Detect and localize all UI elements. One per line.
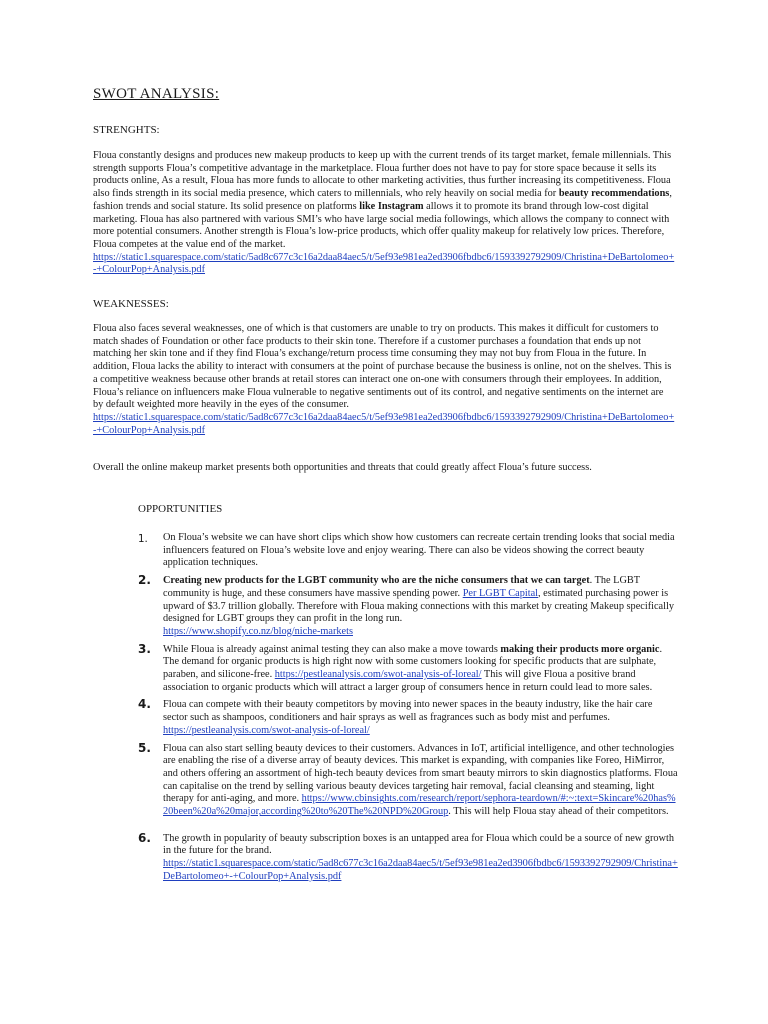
weaknesses-paragraph <box>93 323 675 437</box>
strengths-text: allows it to promote its brand through low-cost digital marketing. Floua has also partnered with various SMI’s who have large social media followings, which allows the company to connect with more potential consumers. Another strength is Floua’s low-price products, which offer quality makeup for relatively low prices. Therefore, Floua competes at the value end of the market. <box>93 200 670 250</box>
strengths-heading: STRENGHTS: <box>93 124 160 136</box>
item-text: . The demand for organic products is high right now with some customers looking for specific products that are sulphate, paraben, and silicone-free. <box>163 643 663 681</box>
lgbt-capital-link[interactable]: Per LGBT Capital <box>462 587 539 599</box>
opportunities-list <box>138 532 678 889</box>
item-bold-text: Creating new products for the LGBT community who are the niche consumers that we can target <box>163 575 590 587</box>
pestle-link[interactable]: https://pestleanalysis.com/swot-analysis-of-loreal/ <box>274 669 482 681</box>
list-item <box>138 575 678 639</box>
pestle-link[interactable]: https://pestleanalysis.com/swot-analysis-of-loreal/ <box>163 724 370 736</box>
cbinsights-link[interactable]: https://www.cbinsights.com/research/report/sephora-teardown/#:~:text=Skincare%20has%20been%20a%20major,according%20to%20The%20NPD%20Group <box>163 793 676 818</box>
item-text: Floua can also start selling beauty devices to their customers. Advances in IoT, artificial intelligence, and other technologies are enabling the rise of a diverse array of beauty devices. This market is expanding, with companies like Foreo, HiMirror, and others offering an assortment of high-tech beauty devices from smart beauty mirrors to skin diagnostics platforms. Floua can capitalise on the trend by selling various beauty devices targeting hair removal, facial cleansing and steaming, light therapy for anti-aging, and more. <box>163 742 678 805</box>
strengths-paragraph <box>93 150 675 277</box>
squarespace-link[interactable]: https://static1.squarespace.com/static/5ad8c677c3c16a2daa84aec5/t/5ef93e981ea2ed3906fbdbc6/1593392792909/Christina+DeBartolomeo+-+ColourPop+Analysis.pdf <box>163 858 678 882</box>
strengths-bold-instagram: like Instagram <box>359 200 424 212</box>
item-number: 3. <box>138 641 151 656</box>
list-item <box>138 830 678 884</box>
weaknesses-source-link[interactable]: https://static1.squarespace.com/static/5ad8c677c3c16a2daa84aec5/t/5ef93e981ea2ed3906fbdbc6/1593392792909/Christina+DeBartolomeo+-+ColourPop+Analysis.pdf <box>93 411 675 436</box>
item-text: The growth in popularity of beauty subscription boxes is an untapped area for Floua which could be a source of new growth in the future for the brand. <box>163 832 674 857</box>
list-item <box>138 532 678 570</box>
item-text: This will give Floua a positive brand association to organic products which will attract a larger group of consumers hence in return could lead to more sales. <box>163 669 653 693</box>
item-text: Floua can compete with their beauty competitors by moving into newer spaces in the beauty industry, like the hair care sector such as shampoos, conditioners and hair sprays as well as fragrances such as body mist and perfumes. <box>163 699 653 724</box>
strengths-text: Floua constantly designs and produces new makeup products to keep up with the current trends of its target market, female millennials. This strength supports Floua’s competitive advantage in the marketplace. Floua further does not have to pay for store space because it sells its products online, As a result, Floua has more funds to allocate to other marketing activities, thus further increasing its competitiveness. Floua also finds strength in its social media presence, which caters to millennials, who rely heavily on social media for <box>93 150 672 200</box>
item-text: . This will help Floua stay ahead of their competitors. <box>448 806 669 818</box>
item-number: 6. <box>138 830 151 845</box>
page-title: SWOT ANALYSIS: <box>93 86 220 102</box>
list-item <box>138 699 678 737</box>
item-bold-text: making their products more organic <box>500 643 660 655</box>
item-text: On Floua’s website we can have short clips which show how customers can recreate certain trending looks that social media influencers featured on Floua’s website love and enjoy wearing. There can also be videos showing the correct beauty application techniques. <box>163 532 675 569</box>
item-text: . The LGBT community is huge, and these consumers have massive spending power. <box>163 575 640 599</box>
strengths-text: , fashion trends and social stature. Its solid presence on platforms <box>93 188 672 212</box>
weaknesses-heading: WEAKNESSES: <box>93 298 169 310</box>
item-number: 5. <box>138 740 151 755</box>
weaknesses-text: Floua also faces several weaknesses, one of which is that customers are unable to try on products. This makes it difficult for customers to match shades of Foundation or other face products to their skin tone. Therefore if a customer purchases a foundation that ends up not matching her skin tone and if they find Floua’s exchange/return process time consuming they may not buy from Floua in the future. In addition, Floua lacks the ability to interact with consumers at the point of purchase because the business is online, not on the shelves. This is a competitive weakness because other brands at retail stores can interact one on-one with consumers through their employees. In addition, Floua’s reliance on influencers make Floua vulnerable to negative sentiments out of its control, and negative sentiments on the internet are by default weighted more heavily in the eyes of the consumer. <box>93 323 672 411</box>
opportunities-heading: OPPORTUNITIES <box>138 503 223 515</box>
list-item <box>138 641 678 695</box>
item-number: 2. <box>138 573 151 588</box>
item-number: 4. <box>138 697 151 712</box>
item-number: 1. <box>138 533 148 545</box>
overall-paragraph: Overall the online makeup market presents both opportunities and threats that could greatly affect Floua’s future success. <box>93 462 592 473</box>
list-item <box>138 740 678 819</box>
strengths-bold-beauty: beauty recommendations <box>558 188 670 200</box>
item-text: While Floua is already against animal testing they can also make a move towards <box>163 643 501 655</box>
item-text: , estimated purchasing power is upward of $3.7 trillion globally. Therefore with Floua making connections with this market by creating Makeup specifically designed for LGBT groups they can profit in the long run. <box>163 587 674 625</box>
strengths-source-link[interactable]: https://static1.squarespace.com/static/5ad8c677c3c16a2daa84aec5/t/5ef93e981ea2ed3906fbdbc6/1593392792909/Christina+DeBartolomeo+-+ColourPop+Analysis.pdf <box>93 251 675 276</box>
shopify-link[interactable]: https://www.shopify.co.nz/blog/niche-markets <box>163 625 353 637</box>
